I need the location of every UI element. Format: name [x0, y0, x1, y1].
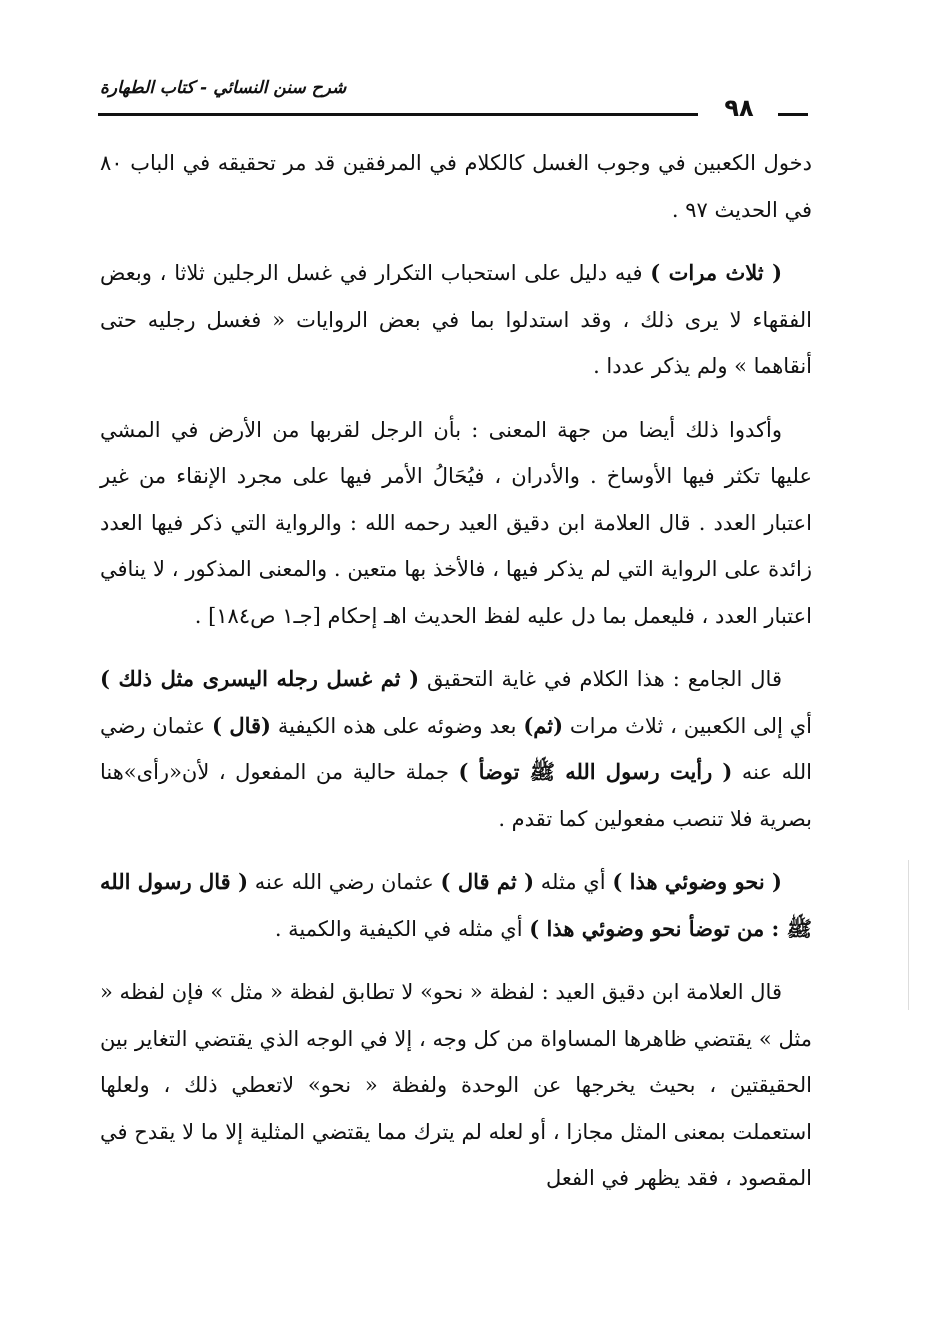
paragraph-4-quote-b: ( ثم غسل رجله اليسرى مثل ذلك )	[100, 666, 420, 691]
paragraph-2-quote: ( ثلاث مرات )	[650, 260, 782, 285]
paragraph-4-text-i: جملة حالية من المفعول ، لأن«رأى»هنا بصرية فلا تنصب مفعولين كما تقدم .	[100, 760, 812, 831]
paragraph-4-text-e: بعد وضوئه على هذه الكيفية	[271, 713, 524, 738]
paragraph-4-text-a: قال الجامع : هذا الكلام في غاية التحقيق	[419, 667, 782, 691]
header-rule-short	[778, 113, 808, 116]
paragraph-4-text-g: عثمان رضي الله عنه	[100, 713, 813, 784]
paragraph-3-text: وأكدوا ذلك أيضا من جهة المعنى : بأن الرجل لقربها من الأرض في المشي عليها تكثر فيها الأوساخ . والأدران ، فيُحَالُ الأمر فيها على مجرد الإنقاء من غير اعتبار العدد . قال العلامة ابن دقيق العيد رحمه الله : والرواية التي ذكر فيها العدد زائدة على الرواية التي لم يذكر فيها ، فالأخذ بها متعين . والمعنى المذكور ، لا ينافي اعتبار العدد ، فليعمل بما دل عليه لفظ الحديث اهـ إحكام [جـ١ ص١٨٤] .	[100, 417, 812, 628]
paragraph-4-text-c: أي إلى الكعبين ، ثلاث مرات	[563, 713, 813, 738]
paragraph-6	[100, 969, 812, 1202]
paragraph-6-text: قال العلامة ابن دقيق العيد : لفظة « نحو» لا تطابق لفظة « مثل » فإن لفظه « مثل » يقتضي ظاهرها المساواة من كل وجه ، إلا في الوجه الذي يقتضي التغاير بين الحقيقتين ، بحيث يخرجها عن الوحدة ولفظة « نحو» لاتعطي ذلك ، ولعلها استعملت بمعنى المثل مجازا ، أو لعله لم يترك مما يقتضي المثلية إلا ما لا يقدح في المقصود ، فقد يظهر في الفعل	[100, 980, 812, 1190]
paragraph-5-text-f: أي مثله في الكيفية والكمية .	[274, 916, 530, 941]
running-header-title: شرح سنن النسائي - كتاب الطهارة	[100, 78, 347, 98]
paragraph-5-quote-a: ( نحو وضوئي هذا )	[612, 869, 782, 894]
paragraph-1	[100, 140, 812, 233]
paragraph-2	[100, 250, 812, 390]
paragraph-4-quote-h: ( رأيت رسول الله ﷺ توضأ )	[458, 759, 733, 784]
header-rule	[98, 113, 698, 116]
paragraph-4-quote-d: (ثم)	[523, 712, 564, 738]
paragraph-5-text-d: عثمان رضي الله عنه	[248, 870, 441, 894]
paragraph-5	[100, 859, 812, 952]
scan-margin-line	[908, 860, 909, 1010]
paragraph-2-text: فيه دليل على استحباب التكرار في غسل الرجلين ثلاثا ، وبعض الفقهاء لا يرى ذلك ، وقد استدلوا بما في بعض الروايات « فغسل رجليه حتى أنقاهما » ولم يذكر عددا .	[100, 261, 812, 378]
paragraph-4	[100, 656, 812, 842]
body-text	[100, 140, 812, 1219]
page-number: ٩٨	[724, 94, 754, 122]
paragraph-5-quote-c: ( ثم قال )	[440, 869, 535, 894]
paragraph-3	[100, 407, 812, 640]
paragraph-5-text-b: أي مثله	[534, 870, 613, 894]
paragraph-5-quote-e: ( قال رسول الله ﷺ : من توضأ نحو وضوئي هذا )	[100, 869, 812, 941]
paragraph-4-quote-f: (قال )	[211, 712, 271, 738]
paragraph-1-text: دخول الكعبين في وجوب الغسل كالكلام في المرفقين قد مر تحقيقه في الباب ٨٠ في الحديث ٩٧ .	[100, 151, 812, 222]
